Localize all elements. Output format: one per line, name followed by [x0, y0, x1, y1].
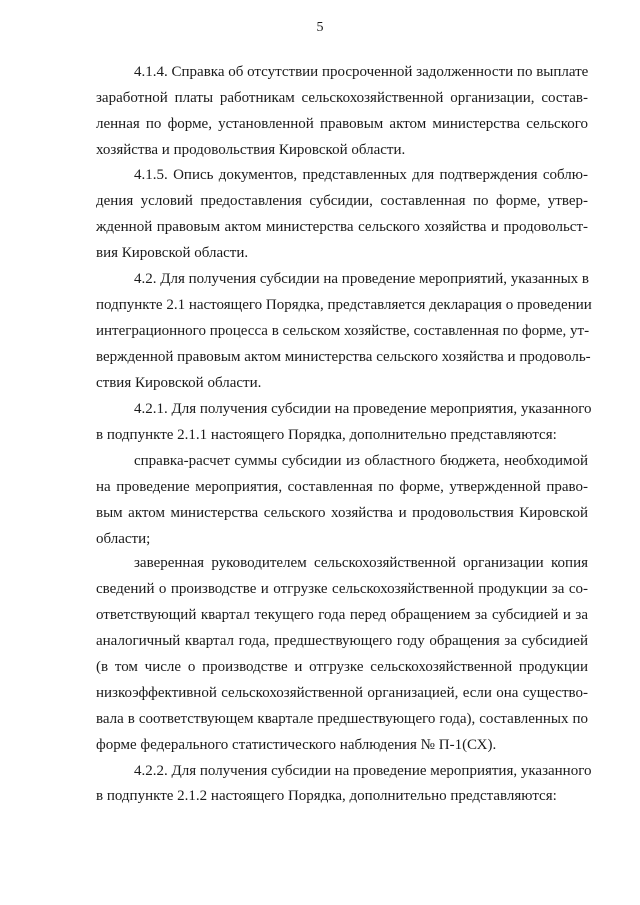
text-line: жденной правовым актом министерства сельского хозяйства и продовольст-	[96, 219, 588, 235]
text-line: аналогичный квартал года, предшествующего году обращения за субсидией	[96, 633, 588, 649]
text-line: ответствующий квартал текущего года перед обращением за субсидией и за	[96, 607, 588, 623]
text-line: дения условий предоставления субсидии, составленная по форме, утвер-	[96, 193, 588, 209]
text-line: 4.2.1. Для получения субсидии на проведение мероприятия, указанного	[134, 401, 592, 417]
text-line: в подпункте 2.1.1 настоящего Порядка, дополнительно представляются:	[96, 427, 557, 443]
text-line: заработной платы работникам сельскохозяйственной организации, состав-	[96, 90, 588, 106]
text-line: низкоэффективной сельскохозяйственной организацией, если она существо-	[96, 685, 588, 701]
text-line: в подпункте 2.1.2 настоящего Порядка, дополнительно представляются:	[96, 788, 557, 804]
text-line: на проведение мероприятия, составленная по форме, утвержденной право-	[96, 479, 588, 495]
text-line: форме федерального статистического наблюдения № П-1(СХ).	[96, 737, 497, 753]
page-number: 5	[316, 20, 324, 35]
text-line: (в том числе о производстве и отгрузке сельскохозяйственной продукции	[96, 659, 588, 675]
text-line: подпункте 2.1 настоящего Порядка, представляется декларация о проведении	[96, 297, 592, 313]
text-line: вержденной правовым актом министерства сельского хозяйства и продоволь-	[96, 349, 591, 365]
text-line: справка-расчет суммы субсидии из областного бюджета, необходимой	[134, 453, 588, 469]
text-line: ленная по форме, установленной правовым актом министерства сельского	[96, 116, 588, 132]
text-line: вала в соответствующем квартале предшествующего года), составленных по	[96, 711, 588, 727]
text-line: вым актом министерства сельского хозяйства и продовольствия Кировской	[96, 505, 588, 521]
text-line: интеграционного процесса в сельском хозяйстве, составленная по форме, ут-	[96, 323, 590, 339]
text-line: области;	[96, 531, 151, 547]
text-line: 4.2.2. Для получения субсидии на проведение мероприятия, указанного	[134, 763, 592, 779]
text-line: хозяйства и продовольствия Кировской области.	[96, 142, 406, 158]
text-line: 4.2. Для получения субсидии на проведение мероприятий, указанных в	[134, 271, 590, 287]
text-line: заверенная руководителем сельскохозяйственной организации копия	[134, 555, 588, 571]
text-line: сведений о производстве и отгрузке сельскохозяйственной продукции за со-	[96, 581, 588, 597]
text-line: 4.1.5. Опись документов, представленных для подтверждения соблю-	[134, 167, 588, 183]
text-line: 4.1.4. Справка об отсутствии просроченной задолженности по выплате	[134, 64, 589, 80]
text-line: ствия Кировской области.	[96, 375, 262, 391]
text-line: вия Кировской области.	[96, 245, 249, 261]
